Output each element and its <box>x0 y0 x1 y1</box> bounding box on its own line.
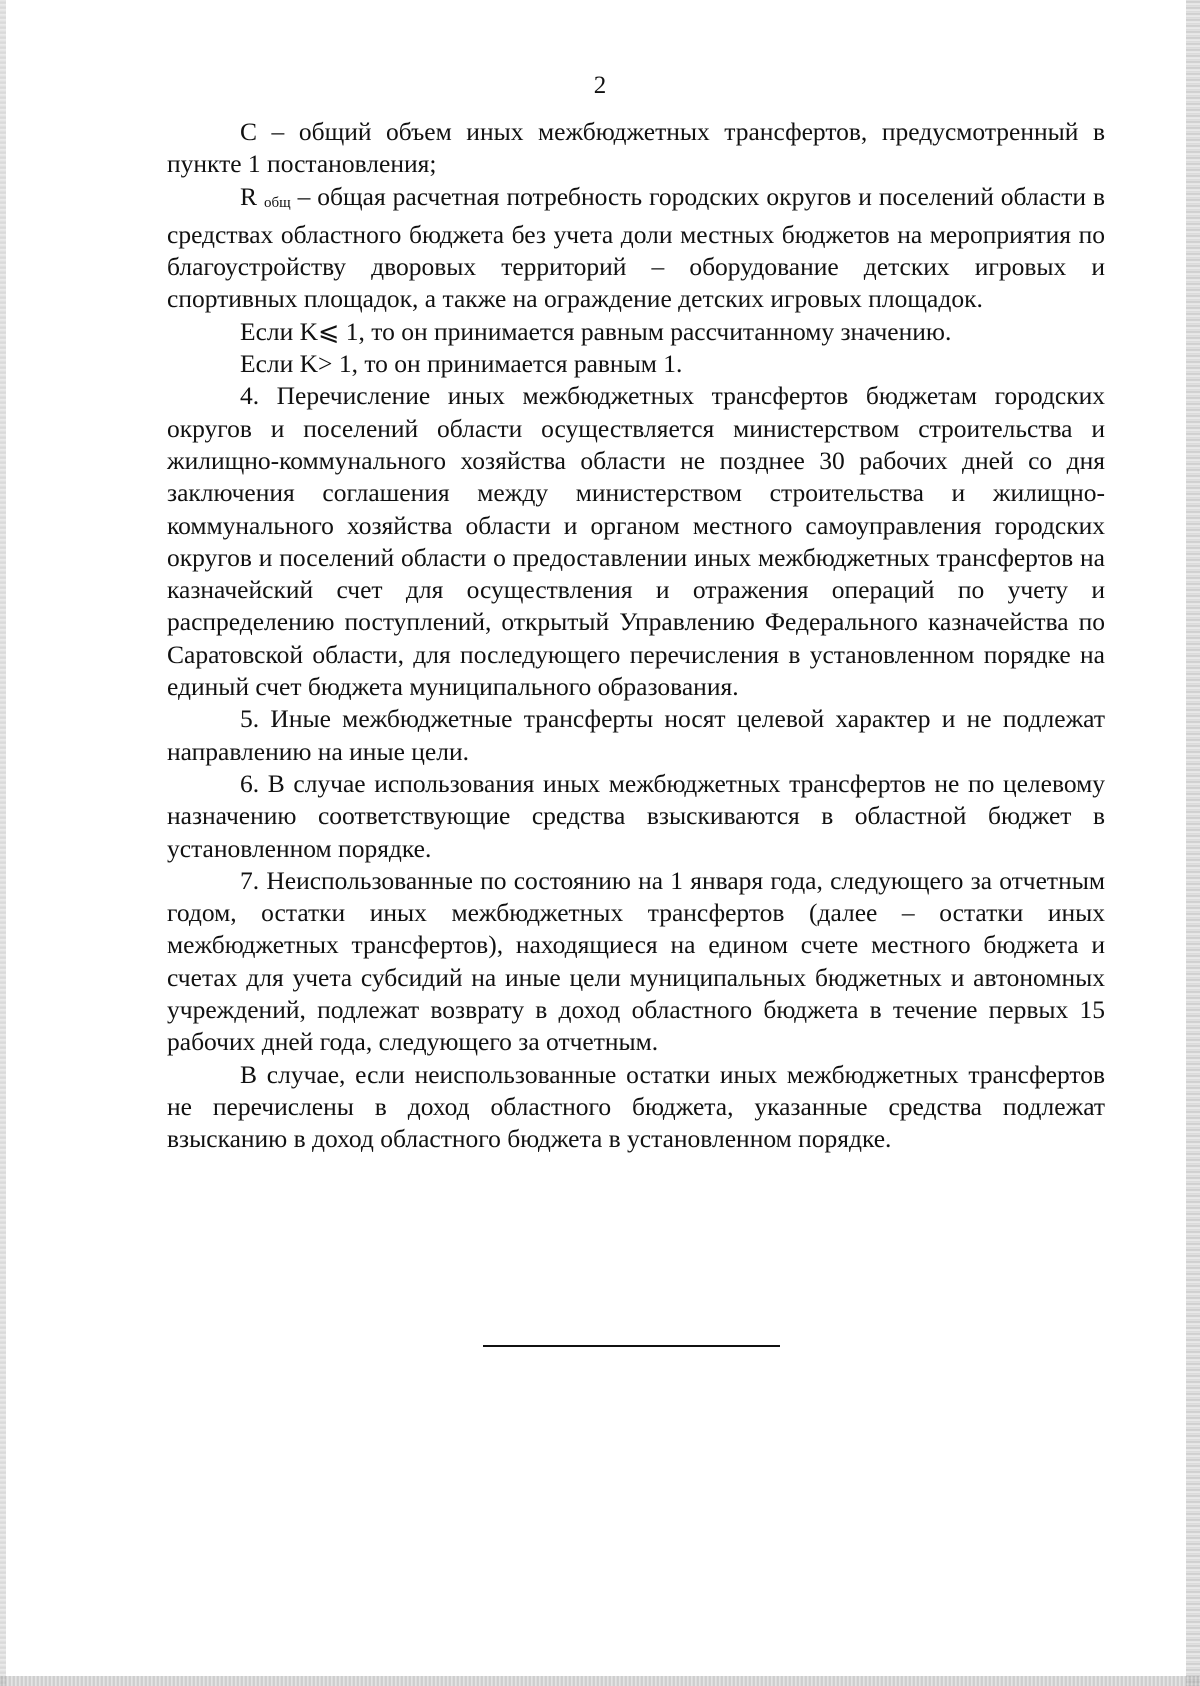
clause-5: 5. Иные межбюджетные трансферты носят целевой характер и не подлежат направлению на иные цели. <box>167 704 1105 766</box>
formula-symbol-r: R <box>240 181 258 211</box>
scan-edge-bottom <box>0 1676 1200 1686</box>
document-body <box>167 116 1105 1156</box>
paragraph-k-less: Если K⩽ 1, то он принимается равным рассчитанному значению. <box>240 316 952 346</box>
clause-4: 4. Перечисление иных межбюджетных трансфертов бюджетам городских округов и поселений области осуществляется министерством строительства и жилищно-коммунального хозяйства области не позднее 30 рабочих дней со дня заключения соглашения между министерством строительства и жилищно-коммунального хозяйства области и органом местного самоуправления городских округов и поселений области о предоставлении иных межбюджетных трансфертов на казначейский счет для осуществления и отражения операций по учету и распределению поступлений, открытый Управлению Федерального казначейства по Саратовской области, для последующего перечисления в установленном порядке на единый счет бюджета муниципального образования. <box>167 381 1105 702</box>
end-of-document-rule <box>483 1345 780 1347</box>
scan-edge-left <box>0 0 6 1686</box>
paragraph-c-definition: C – общий объем иных межбюджетных трансфертов, предусмотренный в пункте 1 постановления; <box>167 117 1105 179</box>
formula-subscript: общ <box>263 194 291 211</box>
clause-6: 6. В случае использования иных межбюджетных трансфертов не по целевому назначению соответствующие средства взыскиваются в областной бюджет в установленном порядке. <box>167 768 1105 863</box>
paragraph-k-greater: Если K> 1, то он принимается равным 1. <box>240 349 683 379</box>
paragraph-r-definition <box>167 181 1105 316</box>
page-number: 2 <box>593 72 607 99</box>
clause-7-continuation: В случае, если неиспользованные остатки иных межбюджетных трансфертов не перечислены в доход областного бюджета, указанные средства подлежат взысканию в доход областного бюджета в установленном порядке. <box>167 1059 1105 1154</box>
clause-7: 7. Неиспользованные по состоянию на 1 января года, следующего за отчетным годом, остатки иных межбюджетных трансфертов (далее – остатки иных межбюджетных трансфертов), находящиеся на едином счете местного бюджета и счетах для учета субсидий на иные цели муниципальных бюджетных и автономных учреждений, подлежат возврату в доход областного бюджета в течение первых 15 рабочих дней года, следующего за отчетным. <box>167 865 1105 1057</box>
scan-edge-right <box>1186 0 1200 1686</box>
paragraph-r-text: – общая расчетная потребность городских округов и поселений области в средствах областного бюджета без учета доли местных бюджетов на мероприятия по благоустройству дворовых территорий – оборудование детских игровых и спортивных площадок, а также на ограждение детских игровых площадок. <box>167 181 1106 314</box>
